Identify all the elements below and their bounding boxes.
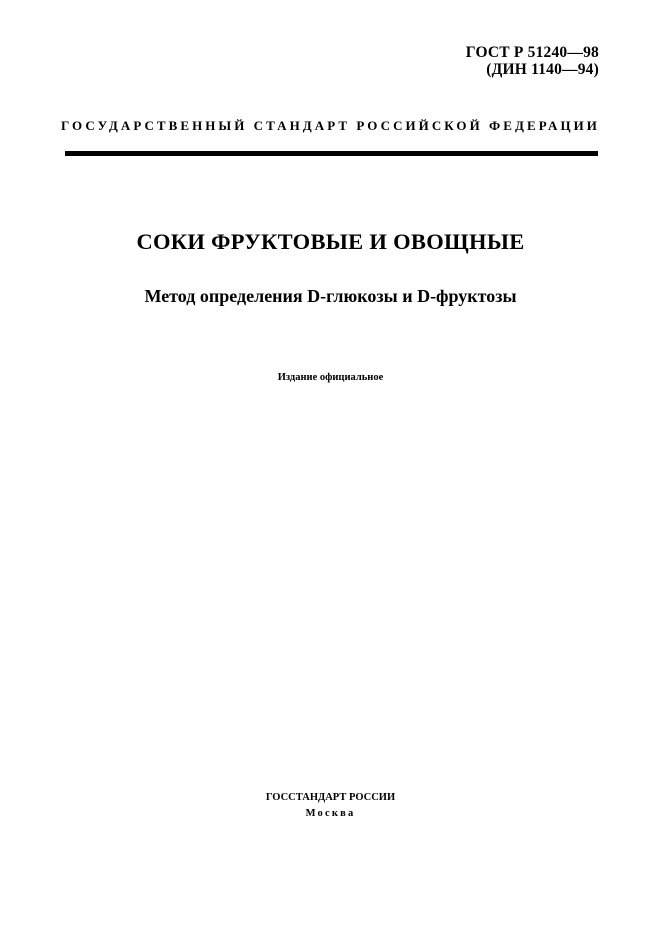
standard-type-heading: ГОСУДАРСТВЕННЫЙ СТАНДАРТ РОССИЙСКОЙ ФЕДЕРАЦИИ [61, 118, 600, 133]
publisher-name: ГОССТАНДАРТ РОССИИ [265, 792, 396, 803]
document-code-block [466, 44, 599, 78]
page-subtitle: Метод определения D-глюкозы и D-фруктозы [144, 286, 517, 306]
edition-label: Издание официальное [277, 372, 384, 383]
header-divider [65, 151, 598, 156]
din-number: (ДИН 1140—94) [486, 61, 599, 78]
page-title: СОКИ ФРУКТОВЫЕ И ОВОЩНЫЕ [136, 229, 525, 254]
gost-number: ГОСТ Р 51240—98 [465, 44, 599, 61]
publication-city: Москва [305, 808, 356, 819]
